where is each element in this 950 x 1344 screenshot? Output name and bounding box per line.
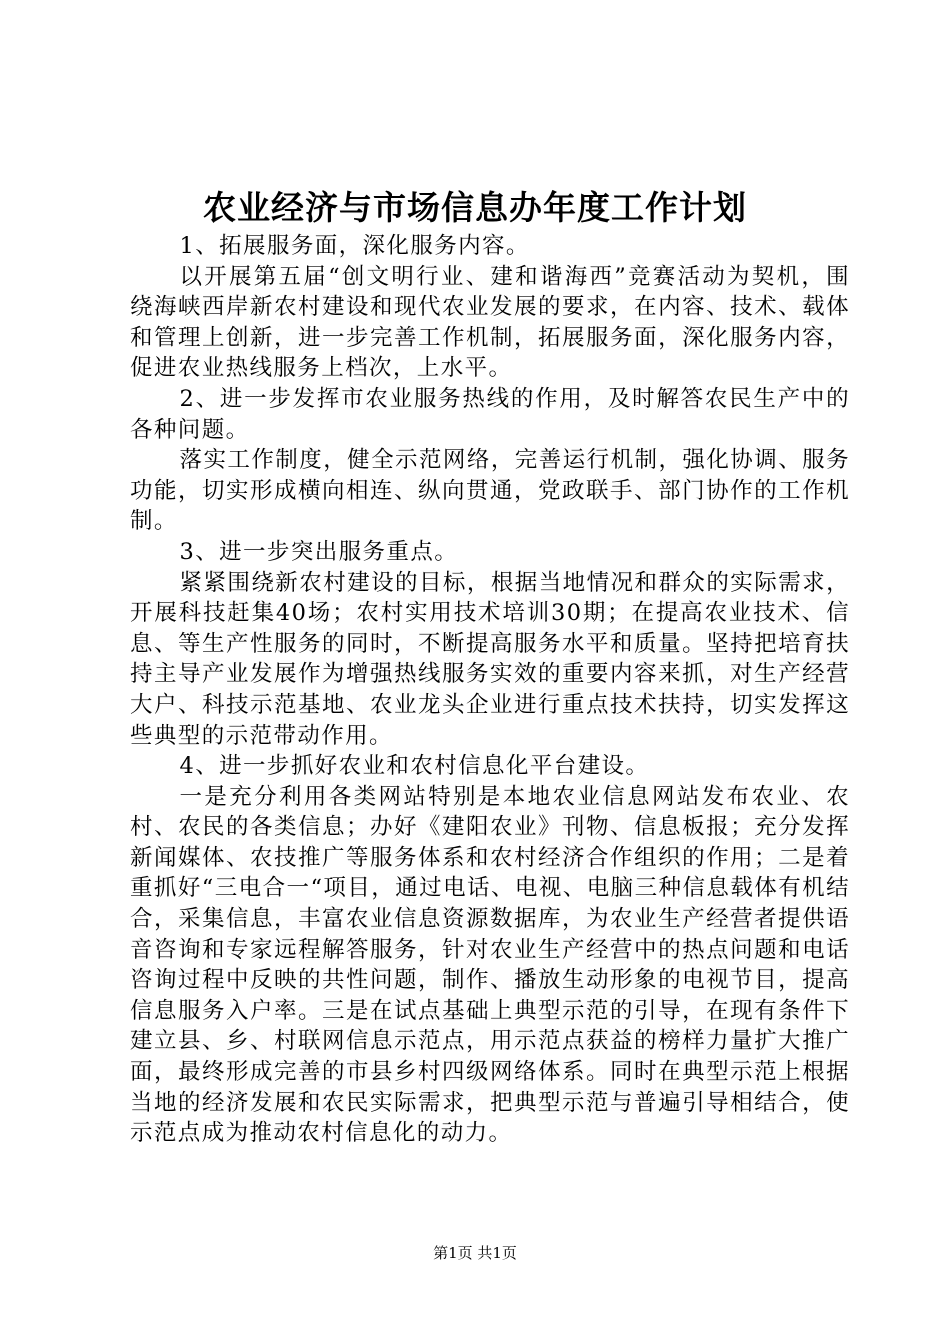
- paragraph-heading-1: 1、拓展服务面，深化服务内容。: [179, 233, 530, 259]
- paragraph: 一是充分利用各类网站特别是本地农业信息网站发布农业、农村、农民的各类信息；办好《建阳农业》刊物、信息板报；充分发挥新闻媒体、农技推广等服务体系和农村经济合作组织的作用；二是着重抓好“三电合一“项目，通过电话、电视、电脑三种信息载体有机结合，采集信息，丰富农业信息资源数据库，为农业生产经营者提供语音咨询和专家远程解答服务，针对农业生产经营中的热点问题和电话咨询过程中反映的共性问题，制作、播放生动形象的电视节目，提高信息服务入户率。三是在试点基础上典型示范的引导，在现有条件下建立县、乡、村联网信息示范点，用示范点获益的榜样力量扩大推广面，最终形成完善的市县乡村四级网络体系。同时在典型示范上根据当地的经济发展和农民实际需求，把典型示范与普遍引导相结合，使示范点成为推动农村信息化的动力。: [130, 783, 850, 1147]
- paragraph: 紧紧围绕新农村建设的目标，根据当地情况和群众的实际需求，开展科技赶集40场；农村实用技术培训30期；在提高农业技术、信息、等生产性服务的同时，不断提高服务水平和质量。坚持把培育扶持主导产业发展作为增强热线服务实效的重要内容来抓，对生产经营大户、科技示范基地、农业龙头企业进行重点技术扶持，切实发挥这些典型的示范带动作用。: [130, 569, 850, 749]
- paragraph: 落实工作制度，健全示范网络，完善运行机制，强化协调、服务功能，切实形成横向相连、纵向贯通，党政联手、部门协作的工作机制。: [130, 447, 850, 535]
- document-body: [130, 231, 850, 1149]
- paragraph-heading-2: 2、进一步发挥市农业服务热线的作用，及时解答农民生产中的各种问题。: [130, 385, 850, 443]
- document-title: 农业经济与市场信息办年度工作计划: [203, 188, 747, 227]
- paragraph: 以开展第五届“创文明行业、建和谐海西”竞赛活动为契机，围绕海峡西岸新农村建设和现代农业发展的要求，在内容、技术、载体和管理上创新，进一步完善工作机制，拓展服务面，深化服务内容，促进农业热线服务上档次，上水平。: [130, 263, 850, 382]
- paragraph-heading-3: 3、进一步突出服务重点。: [179, 538, 459, 565]
- paragraph-heading-4: 4、进一步抓好农业和农村信息化平台建设。: [179, 753, 650, 780]
- page-footer: 第1页 共1页: [433, 1244, 517, 1262]
